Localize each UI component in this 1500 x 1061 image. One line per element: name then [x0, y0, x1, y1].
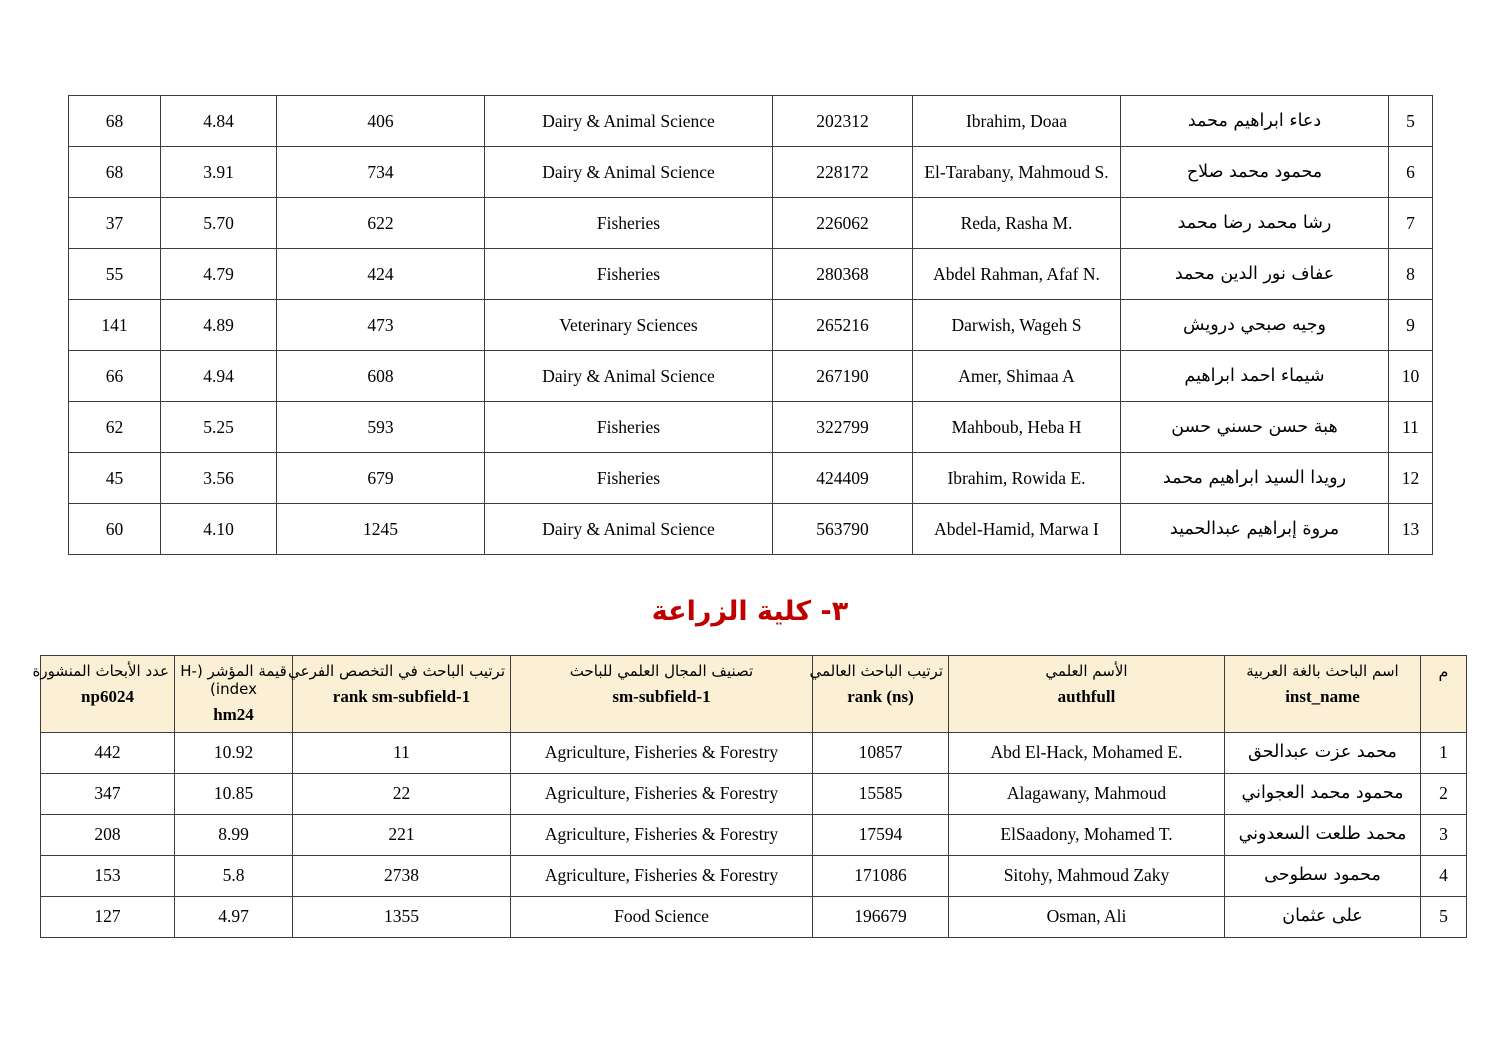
cell-index: 5 [1389, 96, 1433, 147]
col-header-rank-ns-arabic: ترتيب الباحث العالمي [809, 662, 943, 680]
cell-arabic-name: على عثمان [1225, 896, 1421, 937]
cell-hm: 4.94 [161, 351, 277, 402]
cell-rank-subfield: 406 [277, 96, 485, 147]
cell-rank-subfield: 593 [277, 402, 485, 453]
cell-hm: 10.85 [175, 773, 293, 814]
col-header-subfield [511, 656, 813, 733]
cell-arabic-name: مروة إبراهيم عبدالحميد [1121, 504, 1389, 555]
cell-rank-subfield: 734 [277, 147, 485, 198]
cell-np: 37 [69, 198, 161, 249]
cell-authfull: Abd El-Hack, Mohamed E. [949, 732, 1225, 773]
cell-subfield: Dairy & Animal Science [485, 351, 773, 402]
cell-hm: 4.97 [175, 896, 293, 937]
cell-rank-ns: 563790 [773, 504, 913, 555]
table-row [41, 732, 1467, 773]
cell-hm: 5.8 [175, 855, 293, 896]
table-row [69, 453, 1433, 504]
cell-rank-ns: 202312 [773, 96, 913, 147]
col-header-hm-arabic: قيمة المؤشر (H-index) [180, 662, 287, 698]
table-row [41, 855, 1467, 896]
cell-authfull: El-Tarabany, Mahmoud S. [913, 147, 1121, 198]
cell-authfull: Ibrahim, Rowida E. [913, 453, 1121, 504]
cell-index: 12 [1389, 453, 1433, 504]
col-header-index-arabic: م [1438, 662, 1449, 681]
cell-index: 7 [1389, 198, 1433, 249]
cell-hm: 4.89 [161, 300, 277, 351]
cell-np: 208 [41, 814, 175, 855]
table-row [41, 896, 1467, 937]
cell-arabic-name: دعاء ابراهيم محمد [1121, 96, 1389, 147]
table-row [41, 773, 1467, 814]
cell-subfield: Agriculture, Fisheries & Forestry [511, 855, 813, 896]
cell-rank-ns: 322799 [773, 402, 913, 453]
cell-hm: 5.70 [161, 198, 277, 249]
cell-arabic-name: محمد عزت عبدالحق [1225, 732, 1421, 773]
cell-rank-subfield: 622 [277, 198, 485, 249]
cell-hm: 4.79 [161, 249, 277, 300]
cell-rank-subfield: 679 [277, 453, 485, 504]
table-two-body [41, 732, 1467, 937]
cell-rank-subfield: 1245 [277, 504, 485, 555]
col-header-rank-subfield-english: rank sm-subfield-1 [332, 687, 471, 706]
table-row [69, 249, 1433, 300]
table-row [69, 504, 1433, 555]
col-header-arabic-name-arabic: اسم الباحث بالغة العربية [1246, 662, 1399, 680]
cell-subfield: Dairy & Animal Science [485, 147, 773, 198]
cell-np: 442 [41, 732, 175, 773]
cell-index: 9 [1389, 300, 1433, 351]
cell-index: 10 [1389, 351, 1433, 402]
cell-index: 6 [1389, 147, 1433, 198]
cell-index: 8 [1389, 249, 1433, 300]
cell-index: 2 [1421, 773, 1467, 814]
cell-np: 45 [69, 453, 161, 504]
cell-index: 13 [1389, 504, 1433, 555]
cell-rank-ns: 280368 [773, 249, 913, 300]
cell-authfull: Darwish, Wageh S [913, 300, 1121, 351]
cell-rank-ns: 265216 [773, 300, 913, 351]
cell-np: 62 [69, 402, 161, 453]
cell-arabic-name: محمود سطوحى [1225, 855, 1421, 896]
cell-np: 68 [69, 96, 161, 147]
cell-hm: 5.25 [161, 402, 277, 453]
cell-hm: 3.56 [161, 453, 277, 504]
table-one-container [68, 95, 1432, 555]
cell-arabic-name: شيماء احمد ابراهيم [1121, 351, 1389, 402]
cell-np: 141 [69, 300, 161, 351]
cell-subfield: Dairy & Animal Science [485, 504, 773, 555]
cell-rank-subfield: 473 [277, 300, 485, 351]
cell-rank-subfield: 608 [277, 351, 485, 402]
cell-hm: 4.84 [161, 96, 277, 147]
cell-authfull: Sitohy, Mahmoud Zaky [949, 855, 1225, 896]
cell-subfield: Food Science [511, 896, 813, 937]
table-row [69, 402, 1433, 453]
col-header-rank-ns-english: rank (ns) [847, 687, 914, 706]
section-heading-faculty-of-agriculture: ٣- كلية الزراعة [651, 596, 849, 627]
col-header-authfull-arabic: الأسم العلمي [1045, 662, 1128, 680]
table-row [69, 96, 1433, 147]
cell-index: 11 [1389, 402, 1433, 453]
cell-subfield: Agriculture, Fisheries & Forestry [511, 773, 813, 814]
cell-rank-ns: 424409 [773, 453, 913, 504]
cell-index: 4 [1421, 855, 1467, 896]
table-two-header [32, 656, 1467, 733]
cell-authfull: Ibrahim, Doaa [913, 96, 1121, 147]
cell-authfull: Abdel-Hamid, Marwa I [913, 504, 1121, 555]
cell-np: 66 [69, 351, 161, 402]
cell-rank-ns: 17594 [813, 814, 949, 855]
cell-authfull: Mahboub, Heba H [913, 402, 1121, 453]
cell-index: 5 [1421, 896, 1467, 937]
faculty-of-agriculture-table [32, 655, 1467, 938]
col-header-arabic-name [1225, 656, 1421, 733]
cell-hm: 3.91 [161, 147, 277, 198]
col-header-np [32, 656, 175, 733]
cell-arabic-name: رويدا السيد ابراهيم محمد [1121, 453, 1389, 504]
cell-arabic-name: رشا محمد رضا محمد [1121, 198, 1389, 249]
cell-rank-subfield: 424 [277, 249, 485, 300]
cell-arabic-name: هبة حسن حسني حسن [1121, 402, 1389, 453]
col-header-authfull [949, 656, 1225, 733]
cell-authfull: ElSaadony, Mohamed T. [949, 814, 1225, 855]
col-header-hm [175, 656, 293, 733]
cell-subfield: Fisheries [485, 402, 773, 453]
cell-authfull: Abdel Rahman, Afaf N. [913, 249, 1121, 300]
cell-np: 153 [41, 855, 175, 896]
cell-arabic-name: عفاف نور الدين محمد [1121, 249, 1389, 300]
col-header-subfield-arabic: تصنيف المجال العلمي للباحث [569, 662, 754, 680]
cell-subfield: Fisheries [485, 198, 773, 249]
table-one-body [69, 96, 1433, 555]
cell-subfield: Fisheries [485, 249, 773, 300]
table-row [69, 300, 1433, 351]
table-two-container [32, 655, 1466, 938]
col-header-rank-subfield-arabic: ترتيب الباحث في التخصص الفرعي [288, 662, 505, 680]
col-header-arabic-name-english: inst_name [1285, 687, 1360, 706]
cell-authfull: Osman, Ali [949, 896, 1225, 937]
cell-rank-ns: 10857 [813, 732, 949, 773]
cell-rank-subfield: 11 [293, 732, 511, 773]
table-row [69, 198, 1433, 249]
cell-np: 68 [69, 147, 161, 198]
cell-hm: 8.99 [175, 814, 293, 855]
cell-index: 1 [1421, 732, 1467, 773]
col-header-authfull-english: authfull [1057, 687, 1116, 706]
cell-arabic-name: وجيه صبحي درويش [1121, 300, 1389, 351]
cell-rank-ns: 228172 [773, 147, 913, 198]
cell-rank-ns: 196679 [813, 896, 949, 937]
cell-np: 55 [69, 249, 161, 300]
cell-authfull: Reda, Rasha M. [913, 198, 1121, 249]
cell-authfull: Alagawany, Mahmoud [949, 773, 1225, 814]
cell-np: 127 [41, 896, 175, 937]
researchers-table-continued [68, 95, 1433, 555]
table-row [69, 351, 1433, 402]
col-header-np-arabic: عدد الأبحاث المنشورة [32, 662, 169, 680]
cell-authfull: Amer, Shimaa A [913, 351, 1121, 402]
table-row [69, 147, 1433, 198]
cell-subfield: Veterinary Sciences [485, 300, 773, 351]
col-header-rank-ns [809, 656, 949, 733]
table-row [41, 814, 1467, 855]
cell-rank-subfield: 22 [293, 773, 511, 814]
cell-index: 3 [1421, 814, 1467, 855]
cell-np: 60 [69, 504, 161, 555]
cell-rank-subfield: 2738 [293, 855, 511, 896]
cell-rank-ns: 226062 [773, 198, 913, 249]
cell-rank-ns: 267190 [773, 351, 913, 402]
col-header-subfield-english: sm-subfield-1 [612, 687, 711, 706]
cell-arabic-name: محمود محمد صلاح [1121, 147, 1389, 198]
cell-arabic-name: محمد طلعت السعدوني [1225, 814, 1421, 855]
col-header-hm-english: hm24 [213, 705, 254, 724]
cell-subfield: Dairy & Animal Science [485, 96, 773, 147]
col-header-rank-subfield [288, 656, 511, 733]
cell-hm: 10.92 [175, 732, 293, 773]
cell-hm: 4.10 [161, 504, 277, 555]
cell-subfield: Fisheries [485, 453, 773, 504]
cell-rank-subfield: 221 [293, 814, 511, 855]
cell-subfield: Agriculture, Fisheries & Forestry [511, 814, 813, 855]
col-header-np-english: np6024 [81, 687, 134, 706]
cell-arabic-name: محمود محمد العجواني [1225, 773, 1421, 814]
cell-subfield: Agriculture, Fisheries & Forestry [511, 732, 813, 773]
cell-rank-ns: 15585 [813, 773, 949, 814]
col-header-index [1421, 656, 1467, 733]
header-row [41, 656, 1467, 733]
cell-rank-ns: 171086 [813, 855, 949, 896]
cell-np: 347 [41, 773, 175, 814]
cell-rank-subfield: 1355 [293, 896, 511, 937]
